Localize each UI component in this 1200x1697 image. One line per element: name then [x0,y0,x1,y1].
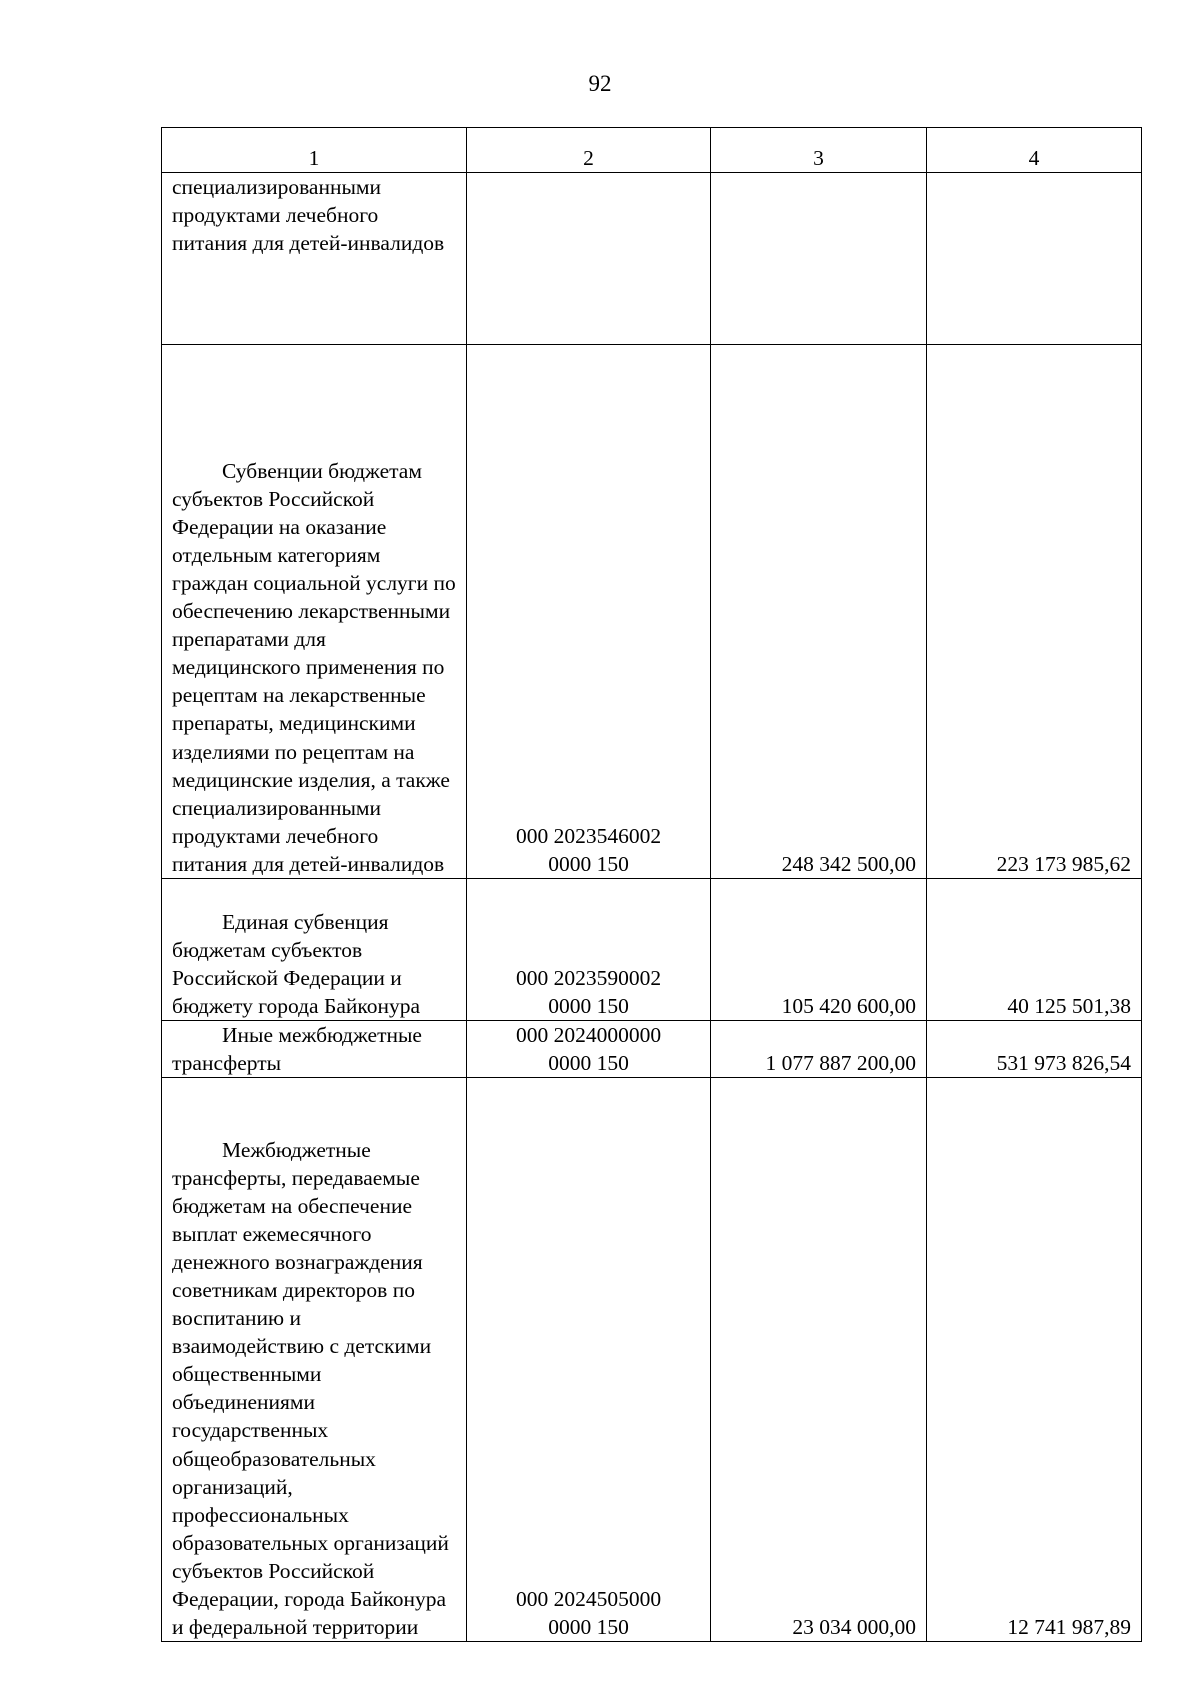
row-amount-fact: 12 741 987,89 [927,1078,1142,1642]
table-row [162,1078,1142,1642]
table-row [162,345,1142,879]
row-code-cell [467,345,711,879]
row-name: Единая субвенция бюджетам субъектов Российской Федерации и бюджету города Байконура [172,909,421,1018]
row-name-cell [162,173,467,345]
row-amount-plan: 1 077 887 200,00 [711,1021,927,1078]
row-code: 000 2023590002 0000 150 [515,965,662,1018]
row-amount-fact: 223 173 985,62 [927,345,1142,879]
row-code-cell [467,1021,711,1078]
row-amount-plan: 248 342 500,00 [711,345,927,879]
table-row [162,1021,1142,1078]
column-header-3: 3 [711,128,927,173]
row-amount-plan: 23 034 000,00 [711,1078,927,1642]
row-name: Межбюджетные трансферты, передаваемые бюджетам на обеспечение выплат ежемесячного денежного вознаграждения советникам директоров по воспитанию и взаимодействию с детскими общественными объединениями государственных общеобразовательных организаций, профессиональных образовательных организаций субъектов Российской Федерации, города Байконура и федеральной территории [172,1137,449,1640]
row-name-cell [162,345,467,879]
budget-table [161,127,1142,1642]
row-amount-fact: 40 125 501,38 [927,879,1142,1021]
row-name-cell [162,879,467,1021]
page-number: 92 [588,71,612,96]
table-header-row [162,128,1142,173]
table-row [162,173,1142,345]
row-code: 000 2024000000 0000 150 [515,1023,662,1076]
row-name-cell [162,1078,467,1642]
table-row [162,879,1142,1021]
column-header-4: 4 [927,128,1142,173]
row-name-cell [162,1021,467,1078]
row-amount-fact [927,173,1142,345]
row-code-cell [467,1078,711,1642]
row-name: специализированными продуктами лечебного питания для детей-инвалидов [172,175,445,256]
column-header-2: 2 [467,128,711,173]
row-name: Иные межбюджетные трансферты [172,1023,422,1076]
row-amount-plan [711,173,927,345]
column-header-1: 1 [162,128,467,173]
row-amount-fact: 531 973 826,54 [927,1021,1142,1078]
row-code-cell [467,879,711,1021]
row-code-cell [467,173,711,345]
row-code: 000 2024505000 0000 150 [515,1587,662,1640]
row-amount-plan: 105 420 600,00 [711,879,927,1021]
row-code: 000 2023546002 0000 150 [515,823,662,876]
row-name: Субвенции бюджетам субъектов Российской Федерации на оказание отдельным категориям граждан социальной услуги по обеспечению лекарственными препаратами для медицинского применения по рецептам на лекарственные препараты, медицинскими изделиями по рецептам на медицинские изделия, а также специализированными продуктами лечебного питания для детей-инвалидов [172,458,456,876]
